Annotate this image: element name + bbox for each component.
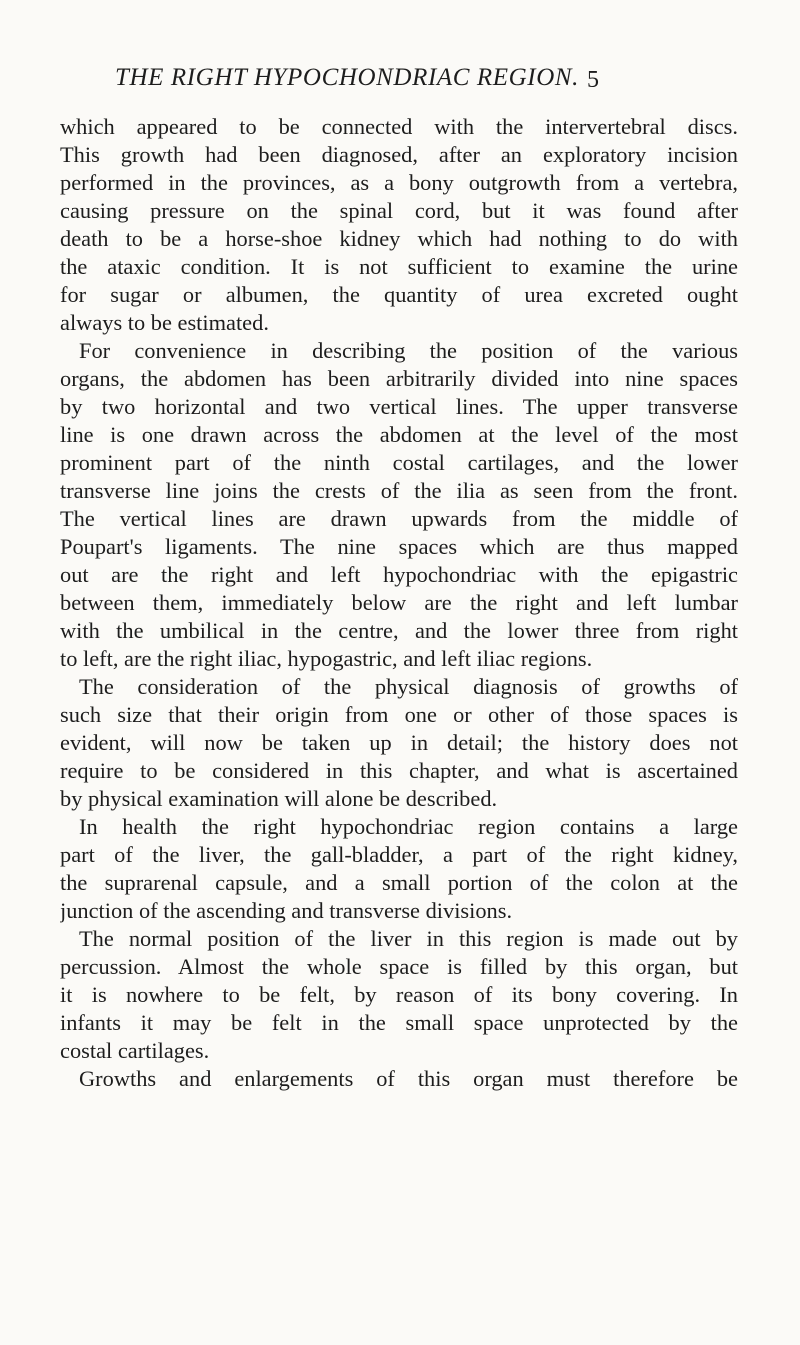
text-line: junction of the ascending and transverse divisions.: [60, 898, 513, 923]
text-line: with the umbilical in the centre, and the lower three from right: [60, 618, 738, 643]
text-line: the suprarenal capsule, and a small portion of the colon at the: [60, 870, 738, 895]
text-line: require to be considered in this chapter, and what is ascertained: [60, 758, 738, 783]
text-line: for sugar or albumen, the quantity of urea excreted ought: [60, 282, 738, 307]
text-line: In health the right hypochondriac region contains a large: [79, 814, 738, 839]
text-line: out are the right and left hypochondriac with the epigastric: [60, 562, 738, 587]
page-number: 5: [587, 67, 599, 93]
text-line: Growths and enlargements of this organ must therefore be: [79, 1066, 738, 1091]
text-line: by two horizontal and two vertical lines. The upper transverse: [60, 394, 738, 419]
text-line: The consideration of the physical diagnosis of growths of: [79, 674, 738, 699]
text-line: by physical examination will alone be described.: [60, 786, 498, 811]
text-line: to left, are the right iliac, hypogastric, and left iliac regions.: [60, 646, 593, 671]
text-line: death to be a horse-shoe kidney which had nothing to do with: [60, 226, 738, 251]
running-title: THE RIGHT HYPOCHONDRIAC REGION.: [115, 64, 579, 91]
text-line: percussion. Almost the whole space is filled by this organ, but: [60, 954, 738, 979]
text-line: This growth had been diagnosed, after an exploratory incision: [60, 142, 738, 167]
text-line: such size that their origin from one or other of those spaces is: [60, 702, 738, 727]
text-line: line is one drawn across the abdomen at the level of the most: [60, 422, 738, 447]
text-line: Poupart's ligaments. The nine spaces which are thus mapped: [60, 534, 738, 559]
text-line: it is nowhere to be felt, by reason of its bony covering. In: [60, 982, 738, 1007]
text-line: performed in the provinces, as a bony outgrowth from a vertebra,: [60, 170, 738, 195]
text-line: organs, the abdomen has been arbitrarily divided into nine spaces: [60, 366, 738, 391]
text-line: between them, immediately below are the right and left lumbar: [60, 590, 738, 615]
text-line: The vertical lines are drawn upwards from the middle of: [60, 506, 738, 531]
text-line: For convenience in describing the position of the various: [79, 338, 738, 363]
text-line: part of the liver, the gall-bladder, a part of the right kidney,: [60, 842, 738, 867]
text-line: costal cartilages.: [60, 1038, 210, 1063]
text-line: transverse line joins the crests of the ilia as seen from the front.: [60, 478, 738, 503]
text-line: infants it may be felt in the small space unprotected by the: [60, 1010, 738, 1035]
text-line: always to be estimated.: [60, 310, 269, 335]
text-line: causing pressure on the spinal cord, but it was found after: [60, 198, 738, 223]
text-line: which appeared to be connected with the intervertebral discs.: [60, 114, 738, 139]
text-line: evident, will now be taken up in detail; the history does not: [60, 730, 738, 755]
text-line: the ataxic condition. It is not sufficient to examine the urine: [60, 254, 738, 279]
text-line: The normal position of the liver in this region is made out by: [79, 926, 738, 951]
text-line: prominent part of the ninth costal cartilages, and the lower: [60, 450, 738, 475]
